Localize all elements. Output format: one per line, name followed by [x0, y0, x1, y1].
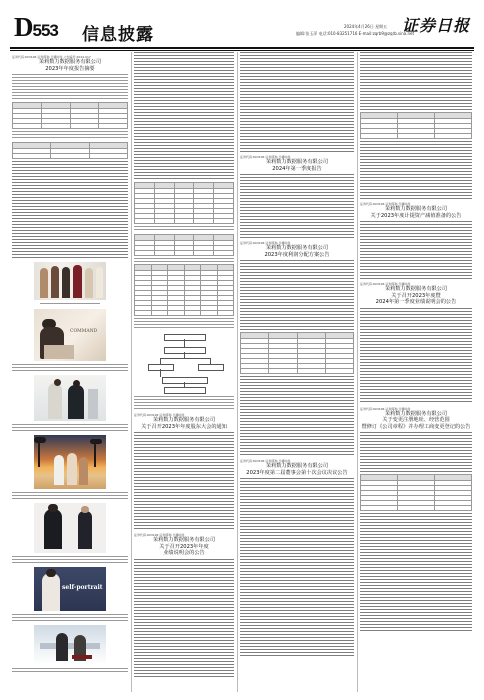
article-title: 关于2023年度计提资产减值准备的公告 — [370, 212, 462, 219]
page-code — [14, 14, 58, 44]
column-3 — [240, 52, 354, 692]
column-1 — [12, 52, 128, 692]
stock-code-line: 证券代码:603196 证券简称:日播时尚 — [240, 155, 291, 159]
article-body-text — [134, 559, 234, 679]
stock-code-line: 证券代码:603196 证券简称:日播时尚 — [134, 533, 185, 537]
fashion-photo-dark — [34, 503, 106, 553]
photo-caption — [40, 303, 100, 306]
fashion-photo-beach — [34, 435, 106, 489]
company-name: 茉莉数力数据服务有限公司 — [265, 159, 329, 165]
stock-code-line: 证券代码:603196 证券简称:日播时尚 — [240, 459, 291, 463]
article-title: 关于召开2023年度暨 — [391, 292, 441, 299]
article-body-text — [12, 364, 128, 372]
column-2 — [134, 52, 234, 692]
company-name: 茉莉数力数据服务有限公司 — [152, 537, 216, 543]
brand-logo-text: self-portrait — [62, 584, 103, 591]
article-title: 关于召开2023年年度股东大会的通知 — [141, 423, 227, 430]
company-name: 茉莉数力数据服务有限公司 — [265, 463, 329, 469]
fashion-photo-snow — [34, 625, 106, 665]
brand-logo-text: COMMAND — [70, 329, 98, 334]
article-header — [134, 413, 234, 430]
article-body-text — [360, 432, 472, 472]
stock-code-line: 证券代码:603196 证券简称:日播时尚 — [240, 241, 291, 245]
article-title: 2023年年度报告摘要 — [45, 65, 95, 72]
data-table — [134, 234, 234, 256]
data-table — [360, 474, 472, 511]
diagram-connector — [160, 369, 161, 377]
article-title-line-2: 业绩说明会的公告 — [163, 550, 205, 556]
article-body-text — [360, 308, 472, 404]
data-table — [134, 264, 234, 316]
stock-code-line: 证券代码:603196 证券简称:日播时尚 公告编号:2024-017 — [12, 55, 91, 59]
article-body-text — [134, 396, 234, 410]
data-table — [360, 112, 472, 139]
fashion-photo-brand-2 — [34, 567, 106, 611]
article-body-text — [134, 432, 234, 530]
fashion-photo-group — [34, 262, 106, 300]
article-body-text — [12, 614, 128, 622]
article-title: 2024年第一季度报告 — [272, 165, 322, 172]
article-title: 关于变更注册地址、经营范围 — [382, 417, 450, 423]
section-title: 信息披露 — [82, 25, 154, 45]
data-table — [240, 332, 354, 374]
article-body-text — [134, 226, 234, 232]
company-name: 茉莉数力数据服务有限公司 — [38, 59, 102, 65]
article-title: 2023年度第二届董事会第十次会议决议公告 — [246, 469, 348, 476]
article-body-text — [360, 141, 472, 199]
article-body-text — [360, 52, 472, 110]
company-name: 茉莉数力数据服务有限公司 — [152, 417, 216, 423]
article-title-line-2: 2024年第一季度业绩说明会的公告 — [375, 299, 457, 305]
column-4 — [360, 52, 472, 692]
diagram-node — [148, 364, 174, 371]
masthead-rule — [10, 47, 474, 49]
article-header — [360, 282, 472, 306]
article-header — [240, 241, 354, 258]
stock-code-line: 证券代码:603196 证券简称:日播时尚 — [360, 406, 411, 411]
diagram-connector — [160, 358, 210, 359]
article-header — [240, 155, 354, 172]
article-body-text — [240, 174, 354, 238]
diagram-node — [198, 364, 224, 371]
article-body-text — [12, 74, 128, 100]
article-body-text — [240, 260, 354, 330]
article-header — [240, 459, 354, 476]
article-body-text — [12, 131, 128, 140]
article-body-text — [240, 52, 354, 152]
company-name: 茉莉数力数据服务有限公司 — [384, 286, 448, 292]
editor-contact-info: 编辑:张玉萍 电话:010-83251716 E-mail:zqrb9@zqrb.sina.net — [296, 31, 415, 36]
article-header — [360, 202, 472, 219]
article-body-text — [12, 424, 128, 432]
newspaper-logo: 证券日报 — [402, 16, 471, 35]
diagram-node — [164, 347, 206, 354]
article-body-text — [240, 478, 354, 658]
article-body-text — [360, 513, 472, 633]
company-name: 茉莉数力数据服务有限公司 — [265, 245, 329, 251]
masthead-rule-thin — [10, 50, 474, 51]
article-header — [360, 407, 472, 431]
diagram-node — [164, 334, 206, 341]
article-title: 2023年度利润分配方案公告 — [264, 251, 330, 258]
data-table — [12, 102, 128, 129]
stock-code-line: 证券代码:603196 证券简称:日播时尚 — [360, 202, 411, 206]
publication-date: 2024年4月26日 星期五 — [344, 24, 388, 29]
article-body-text — [12, 492, 128, 500]
article-body-text — [12, 668, 128, 672]
column-divider — [357, 52, 358, 692]
stock-code-line: 证券代码:603196 证券简称:日播时尚 — [360, 282, 411, 286]
article-body-text — [134, 318, 234, 330]
company-name: 茉莉数力数据服务有限公司 — [384, 410, 448, 417]
fashion-photo-brand-1 — [34, 309, 106, 361]
diagram-node — [164, 387, 206, 394]
article-body-text — [134, 258, 234, 262]
article-body-text — [240, 376, 354, 456]
diagram-connector — [184, 339, 185, 347]
equity-structure-diagram — [134, 332, 234, 394]
data-table — [134, 182, 234, 224]
article-header — [134, 533, 234, 557]
fashion-photo-pair — [34, 375, 106, 421]
diagram-node — [162, 377, 208, 384]
stock-code-line: 证券代码:603196 证券简称:日播时尚 — [134, 413, 185, 417]
article-title: 关于召开2023年年度 — [159, 543, 209, 550]
article-header — [12, 55, 128, 72]
column-divider — [237, 52, 238, 692]
article-body-text — [12, 556, 128, 564]
page-code-number: 553 — [32, 21, 58, 40]
company-name: 茉莉数力数据服务有限公司 — [384, 206, 448, 212]
article-body-text — [12, 161, 128, 259]
data-table — [12, 142, 128, 159]
page-code-letter: D — [14, 12, 33, 42]
article-title-line-2: 暨修订《公司章程》并办理工商变更登记的公告 — [361, 423, 471, 430]
article-body-text — [134, 52, 234, 180]
article-body-text — [360, 221, 472, 279]
column-divider — [131, 52, 132, 692]
